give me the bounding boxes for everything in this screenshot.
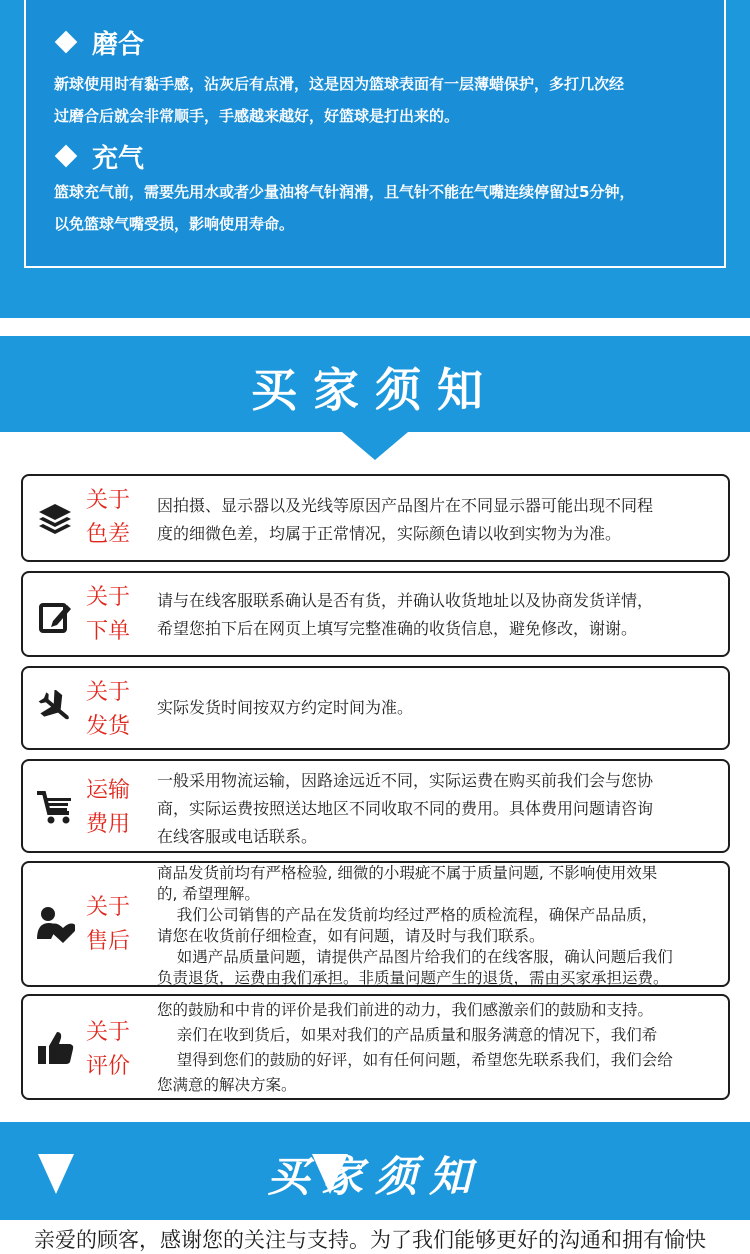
item-label-line: 关于	[85, 585, 130, 610]
item-text-line: 的, 希望理解。	[157, 885, 260, 903]
item-label-line: 色差	[85, 522, 130, 547]
diamond-icon	[55, 31, 78, 54]
triangle-down-icon	[312, 1154, 348, 1194]
item-text-line: 请您在收货前仔细检查，如有问题，请及时与我们联系。	[157, 927, 545, 945]
item-label	[81, 891, 135, 959]
item-label	[81, 581, 135, 649]
item-label-line: 下单	[85, 619, 130, 644]
notice-item-aftersales	[21, 861, 730, 987]
item-text-line: 负责退货，运费由我们承担。非质量问题产生的退货，需由买家承担运费。	[157, 969, 669, 987]
notice-item-order	[21, 571, 730, 657]
item-text-line: 度的细微色差，均属于正常情况，实际颜色请以收到实物为为准。	[157, 524, 622, 543]
item-label-line: 评价	[85, 1054, 130, 1079]
item-label-line: 关于	[85, 488, 130, 513]
care-heading	[54, 24, 144, 60]
item-text-line: 商品发货前均有严格检验, 细微的小瑕疵不属于质量问题, 不影响使用效果	[157, 864, 658, 882]
notice-banner	[0, 336, 750, 432]
item-text	[157, 767, 725, 851]
item-text-line: 实际发货时间按双方约定时间为准。	[157, 698, 414, 717]
item-label-line: 运输	[85, 778, 130, 803]
care-line: 以免篮球气嘴受损，影响使用寿命。	[54, 215, 295, 233]
item-text-line: 商，实际运费按照送达地区不同收取不同的费用。具体费用问题请咨询	[157, 799, 654, 818]
item-label	[81, 676, 135, 744]
item-text	[157, 998, 725, 1098]
care-heading	[54, 138, 144, 174]
airplane-icon	[35, 690, 75, 730]
item-text-line: 我们公司销售的产品在发货前均经过严格的质检流程，确保产品品质，	[157, 906, 658, 924]
notice-item-shipping	[21, 666, 730, 750]
notice-banner-title: 买家须知	[251, 363, 499, 417]
item-label-line: 关于	[85, 1020, 130, 1045]
care-heading-text: 磨合	[92, 29, 145, 60]
bottom-banner-title: 买家须知	[266, 1152, 483, 1201]
care-line: 篮球充气前，需要先用水或者少量油将气针润滑，且气针不能在气嘴连续停留过5分钟，	[54, 183, 635, 201]
item-label-line: 售后	[85, 929, 130, 954]
intro-text: 亲爱的顾客，感谢您的关注与支持。为了我们能够更好的沟通和拥有愉快	[34, 1228, 706, 1252]
notice-item-color	[21, 474, 730, 562]
user-heart-icon	[35, 905, 75, 945]
care-paragraph	[54, 176, 724, 240]
item-text	[157, 587, 725, 643]
item-text-line: 您满意的解决方案。	[157, 1076, 297, 1094]
item-text	[157, 492, 725, 548]
care-section	[0, 0, 750, 318]
item-label-line: 发货	[85, 714, 130, 739]
item-text-line: 一般采用物流运输，因路途远近不同，实际运费在购买前我们会与您协	[157, 771, 654, 790]
care-paragraph	[54, 68, 724, 132]
shopping-cart-icon	[35, 787, 75, 827]
item-text-line: 望得到您们的鼓励的好评，如有任何问题，希望您先联系我们，我们会给	[157, 1051, 673, 1069]
item-text	[157, 863, 725, 989]
item-label-line: 关于	[85, 895, 130, 920]
item-text-line: 在线客服或电话联系。	[157, 827, 318, 846]
item-text-line: 如遇产品质量问题，请提供产品图片给我们的在线客服，确认问题后我们	[157, 948, 673, 966]
item-label	[81, 484, 135, 552]
item-label-line: 费用	[85, 812, 130, 837]
banner-arrow	[342, 432, 408, 460]
bottom-banner	[0, 1122, 750, 1220]
item-text-line: 希望您拍下后在网页上填写完整准确的收货信息，避免修改，谢谢。	[157, 619, 638, 638]
notice-item-reviews	[21, 994, 730, 1100]
layers-icon	[35, 500, 75, 540]
item-text-line: 因拍摄、显示器以及光线等原因产品图片在不同显示器可能出现不同程	[157, 496, 654, 515]
item-text-line: 您的鼓励和中肯的评价是我们前进的动力，我们感激亲们的鼓励和支持。	[157, 1001, 654, 1019]
item-label-line: 关于	[85, 680, 130, 705]
care-heading-text: 充气	[92, 143, 145, 174]
item-label	[81, 1016, 135, 1084]
thumbs-up-icon	[35, 1028, 75, 1068]
edit-order-icon	[35, 597, 75, 637]
item-text-line: 请与在线客服联系确认是否有货，并确认收货地址以及协商发货详情，	[157, 591, 654, 610]
item-label	[81, 774, 135, 842]
care-line: 新球使用时有黏手感，沾灰后有点滑，这是因为篮球表面有一层薄蜡保护，多打几次经	[54, 75, 625, 93]
item-text-line: 亲们在收到货后，如果对我们的产品质量和服务满意的情况下，我们希	[157, 1026, 658, 1044]
notice-item-freight	[21, 759, 730, 853]
diamond-icon	[55, 145, 78, 168]
item-text	[157, 694, 725, 722]
care-line: 过磨合后就会非常顺手，手感越来越好，好篮球是打出来的。	[54, 107, 460, 125]
